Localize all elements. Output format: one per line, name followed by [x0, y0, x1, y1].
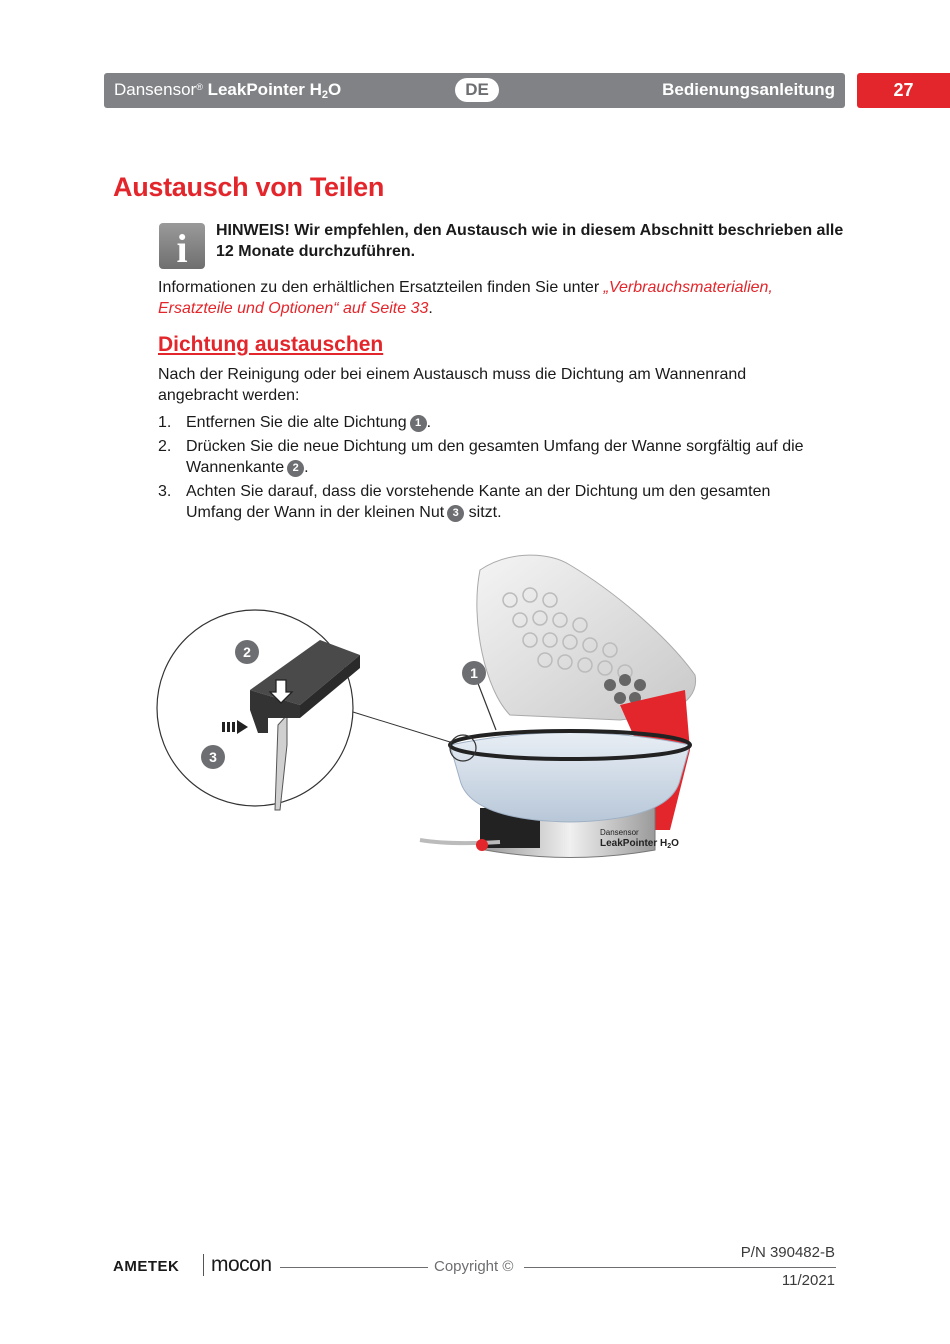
header-bar: [104, 73, 845, 108]
device-label-brand: Dansensor: [600, 828, 639, 837]
device-illustration: [150, 540, 710, 880]
cross-reference-link[interactable]: „Verbrauchsmaterialien, Ersatzteile und Optionen“ auf Seite 33: [158, 279, 773, 317]
revision-date: 11/2021: [781, 1272, 835, 1289]
valve: [476, 839, 488, 851]
svg-text:2: 2: [243, 644, 251, 660]
section-title: Austausch von Teilen: [113, 172, 385, 202]
callout-badge: 2: [287, 460, 304, 477]
part-number: P/N 390482-B: [740, 1244, 835, 1261]
list-item: 3. Achten Sie darauf, dass die vorstehende Kante an der Dichtung um den gesamten Umfang der Wann in der kleinen Nut 3 sitzt.: [158, 483, 771, 521]
footer-rule-left: [280, 1267, 428, 1268]
logo-separator: [203, 1254, 204, 1276]
detail-leader-line: [353, 712, 450, 742]
language-badge: DE: [455, 78, 499, 102]
callout-2: [235, 640, 259, 664]
device-label-product: LeakPointer $H_2O$: [600, 838, 679, 850]
info-icon: i: [159, 223, 205, 269]
svg-text:3: 3: [209, 749, 217, 765]
steps-list: [158, 412, 848, 526]
list-item: 2. Drücken Sie die neue Dichtung um den gesamten Umfang der Wanne sorgfältig auf die Wannenkante 2 .: [158, 438, 804, 476]
callout-badge: 1: [410, 415, 427, 432]
callout-1: [462, 661, 486, 685]
info-paragraph: Informationen zu den erhältlichen Ersatzteilen finden Sie unter „Verbrauchsmaterialien, Ersatzteile und Optionen“ auf Seite 33.: [158, 279, 773, 317]
document-type: Bedienungsanleitung: [662, 80, 835, 99]
note-text: HINWEIS! Wir empfehlen, den Austausch wie in diesem Abschnitt beschrieben alle 12 Monate durchzuführen.: [216, 222, 844, 260]
page-number: 27: [857, 73, 950, 108]
mocon-logo: mocon: [211, 1253, 272, 1276]
ametek-logo: AMETEK: [113, 1258, 180, 1275]
callout-badge: 3: [447, 505, 464, 522]
footer-rule-right: [524, 1267, 836, 1268]
product-name: Dansensor® LeakPointer $H_2O$: [114, 80, 342, 101]
copyright-text: Copyright ©: [434, 1258, 514, 1275]
callout-3: [201, 745, 225, 769]
svg-text:1: 1: [470, 665, 478, 681]
intro-paragraph: Nach der Reinigung oder bei einem Austausch muss die Dichtung am Wannenrand angebracht werden:: [158, 366, 747, 404]
list-item: 1. Entfernen Sie die alte Dichtung 1 .: [158, 414, 432, 431]
subsection-title: Dichtung austauschen: [158, 333, 384, 356]
